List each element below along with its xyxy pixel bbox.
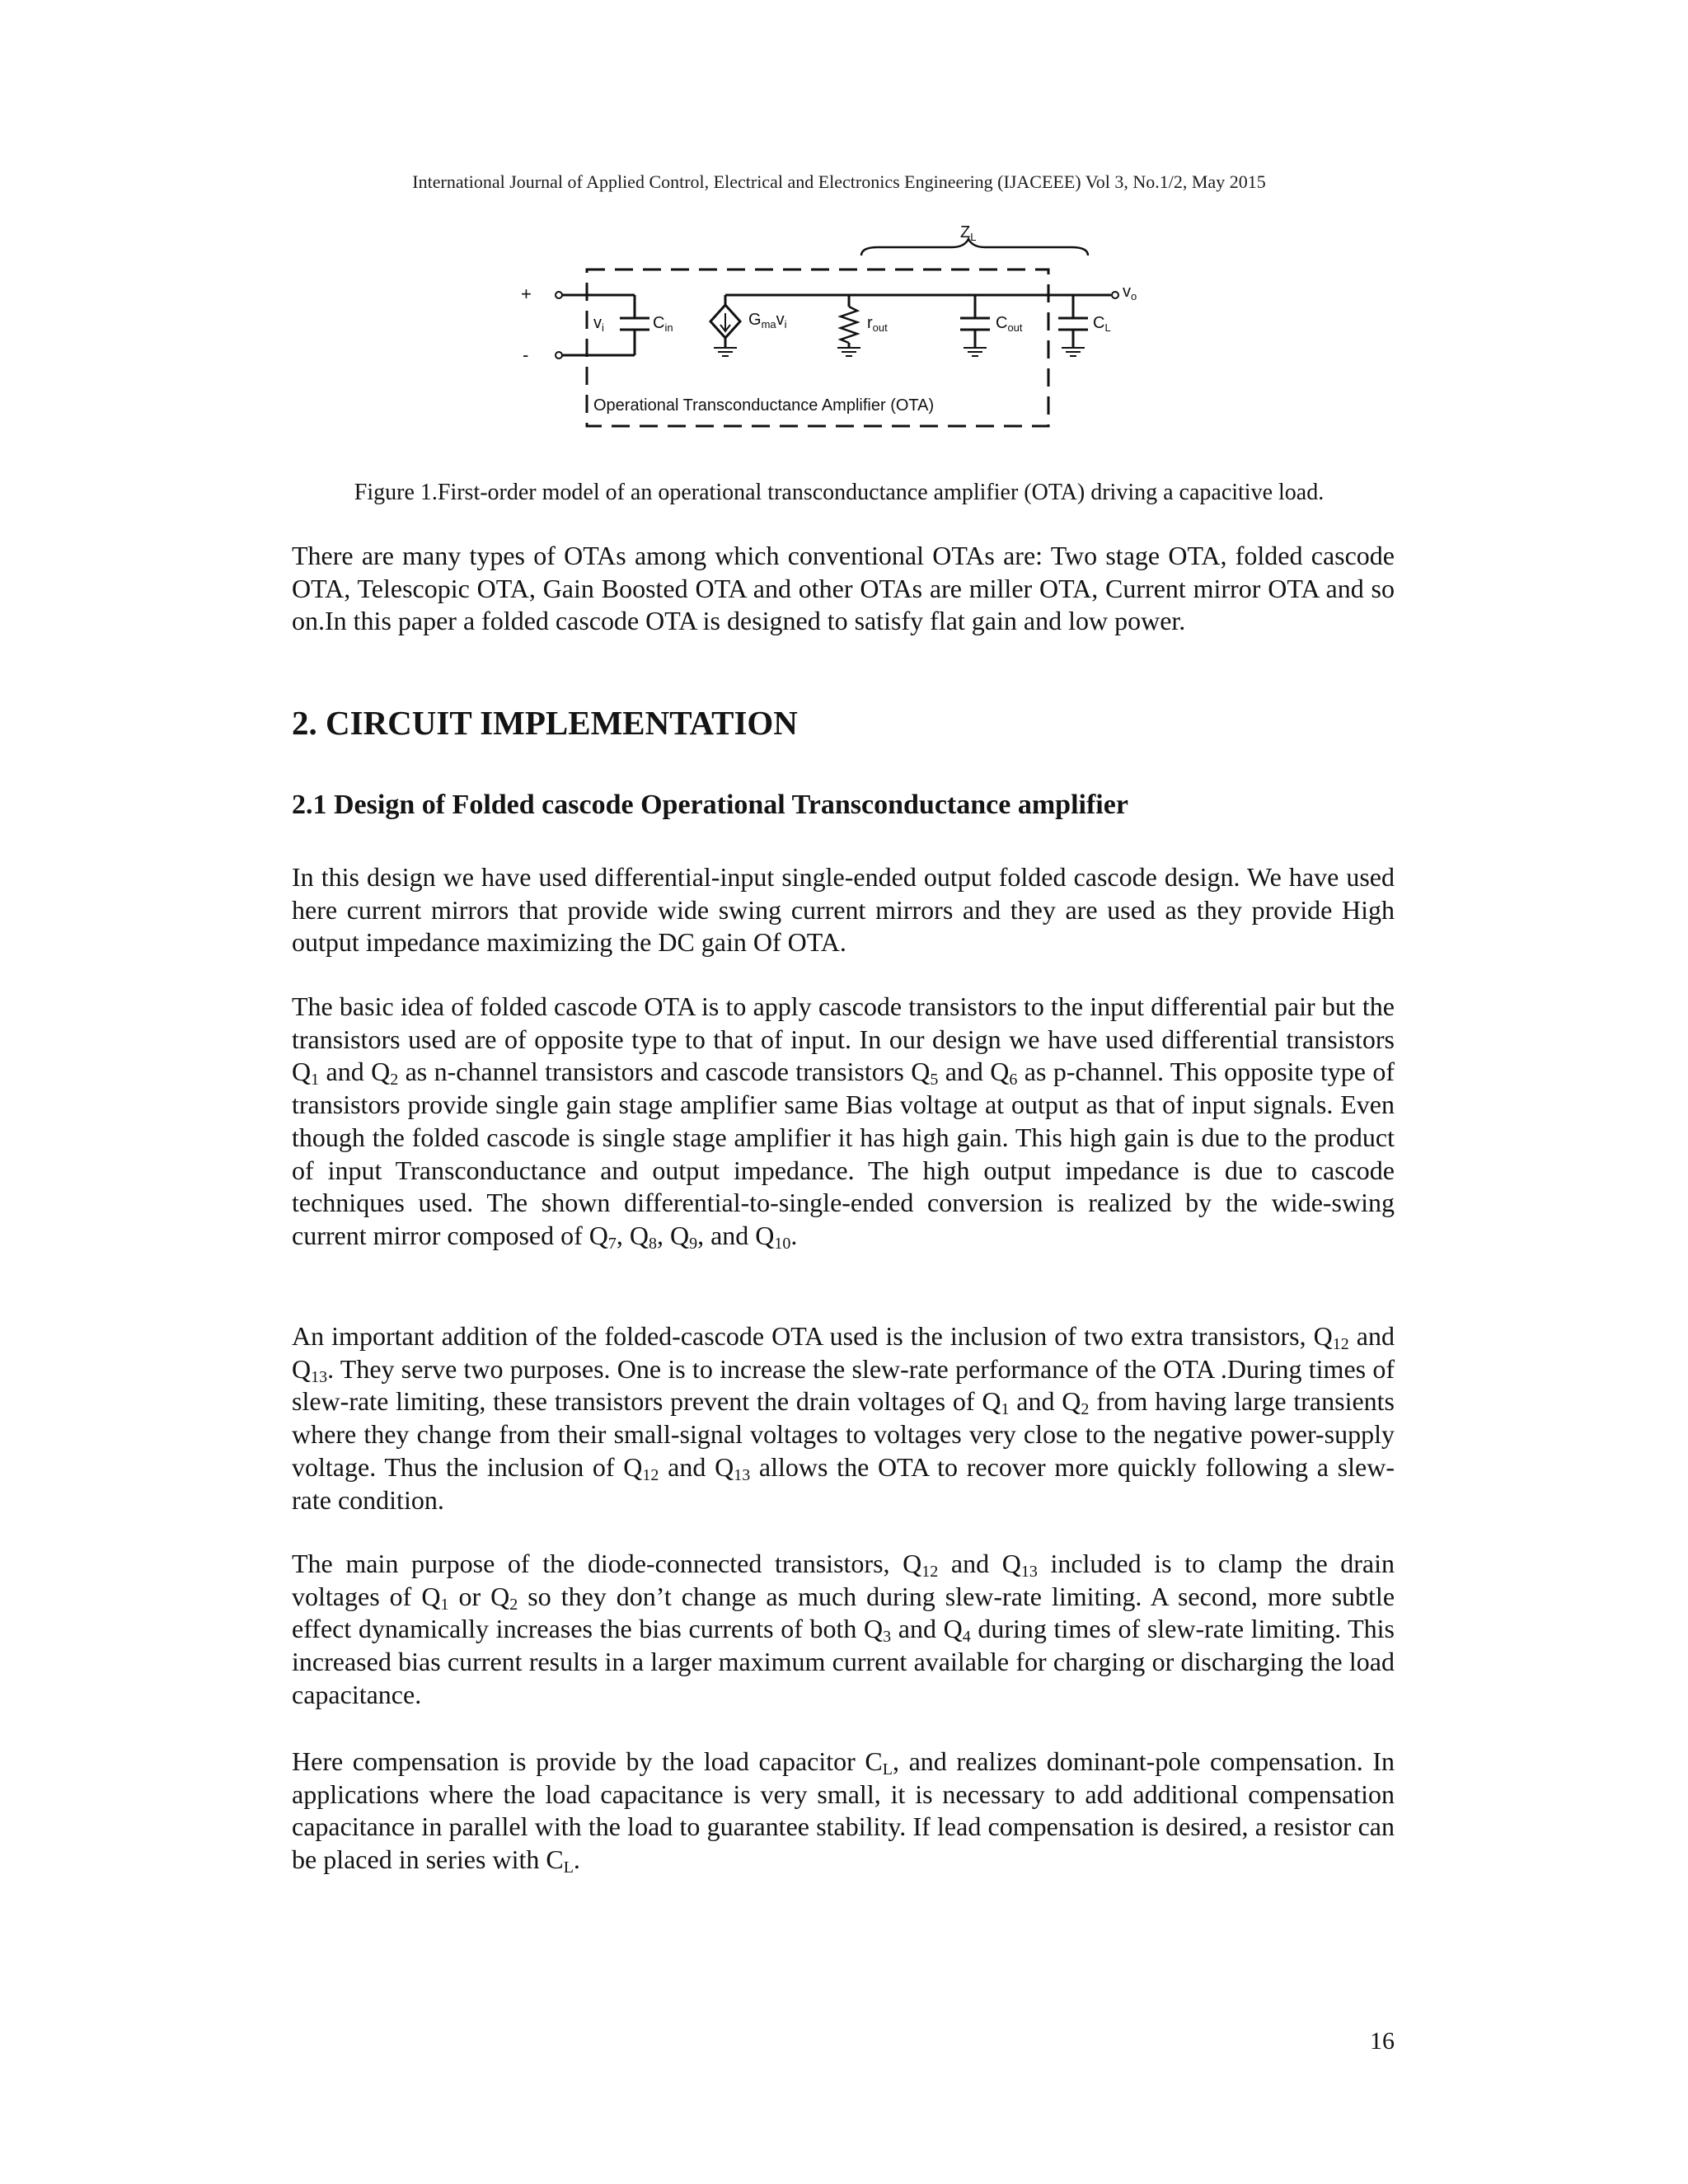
section-title: 2. CIRCUIT IMPLEMENTATION bbox=[292, 704, 798, 742]
ota-label: Operational Transconductance Amplifier (OTA) bbox=[593, 396, 935, 415]
minus-terminal bbox=[556, 352, 562, 359]
plus-terminal bbox=[556, 292, 562, 298]
ota-model-figure bbox=[511, 216, 1137, 434]
rout-resistor bbox=[841, 307, 857, 343]
running-header: International Journal of Applied Control, Electrical and Electronics Engineering (IJACEEE) Vol 3, No.1/2, May 2015 bbox=[412, 171, 1266, 192]
figure-caption: Figure 1.First-order model of an operational transconductance amplifier (OTA) driving a capacitive load. bbox=[354, 480, 1325, 505]
paragraph-5: Here compensation is provide by the load capacitor $C_L$, and realizes dominant-pole compensation. In applications where the load capacitance is very small, it is necessary to add additional compensation capacitance in parallel with the load to guarantee stability. If lead compensation is desired, a resistor can be placed in series with $C_L$. bbox=[292, 1746, 1395, 1877]
subsection-title: 2.1 Design of Folded cascode Operational Transconductance amplifier bbox=[292, 790, 1128, 820]
cout-label: $C_{out}$ bbox=[996, 314, 1023, 334]
intro-paragraph: There are many types of OTAs among which conventional OTAs are: Two stage OTA, folded cascode OTA, Telescopic OTA, Gain Boosted OTA and other OTAs are miller OTA, Current mirror OTA and so on.In this paper a folded cascode OTA is designed to satisfy flat gain and low power. bbox=[292, 541, 1395, 636]
paragraph-1: In this design we have used differential-input single-ended output folded cascode design. We have used here current mirrors that provide wide swing current mirrors and they are used as they provide High output impedance maximizing the DC gain Of OTA. bbox=[292, 862, 1395, 958]
paragraph-3: An important addition of the folded-cascode OTA used is the inclusion of two extra transistors, $Q_{12}$ and $Q_{13}$. They serve two purposes. One is to increase the slew-rate performance of the OTA .During times of slew-rate limiting, these transistors prevent the drain voltages of $Q_1$ and $Q_2$ from having large transients where they change from their small-signal voltages to voltages very close to the negative power-supply voltage. Thus the inclusion of $Q_{12}$ and $Q_{13}$ allows the OTA to recover more quickly following a slew-rate condition. bbox=[292, 1321, 1395, 1515]
zl-label: $Z_L$ bbox=[960, 223, 977, 243]
plus-label: + bbox=[521, 284, 532, 304]
vi-label: $v_i$ bbox=[593, 314, 604, 334]
cl-label: $C_L$ bbox=[1093, 314, 1111, 334]
paragraph-4: The main purpose of the diode-connected transistors, $Q_{12}$ and $Q_{13}$ included is to clamp the drain voltages of $Q_1$ or $Q_2$ so they don’t change as much during slew-rate limiting. A second, more subtle effect dynamically increases the bias currents of both $Q_3$ and $Q_4$ during times of slew-rate limiting. This increased bias current results in a larger maximum current available for charging or discharging the load capacitance. bbox=[292, 1549, 1395, 1709]
ota-circuit-diagram bbox=[511, 216, 1137, 434]
gm-label: $G_{ma}v_i$ bbox=[748, 311, 787, 330]
rout-label: $r_{out}$ bbox=[867, 314, 888, 334]
page-number: 16 bbox=[1370, 2027, 1395, 2055]
minus-label: - bbox=[523, 344, 529, 365]
vo-label: $v_o$ bbox=[1123, 283, 1137, 302]
cin-label: $C_{in}$ bbox=[653, 314, 673, 334]
vo-terminal bbox=[1112, 292, 1118, 298]
paragraph-2: The basic idea of folded cascode OTA is to apply cascode transistors to the input differential pair but the transistors used are of opposite type to that of input. In our design we have used differential transistors $Q_1$ and $Q_2$ as n-channel transistors and cascode transistors $Q_5$ and $Q_6$ as p-channel. This opposite type of transistors provide single gain stage amplifier same Bias voltage at output as that of input signals. Even though the folded cascode is single stage amplifier it has high gain. This high gain is due to the product of input Transconductance and output impedance. The high output impedance is due to cascode techniques used. The shown differential-to-single-ended conversion is realized by the wide-swing current mirror composed of $Q_7$, $Q_8$, $Q_9$, and $Q_{10}$. bbox=[292, 991, 1395, 1253]
